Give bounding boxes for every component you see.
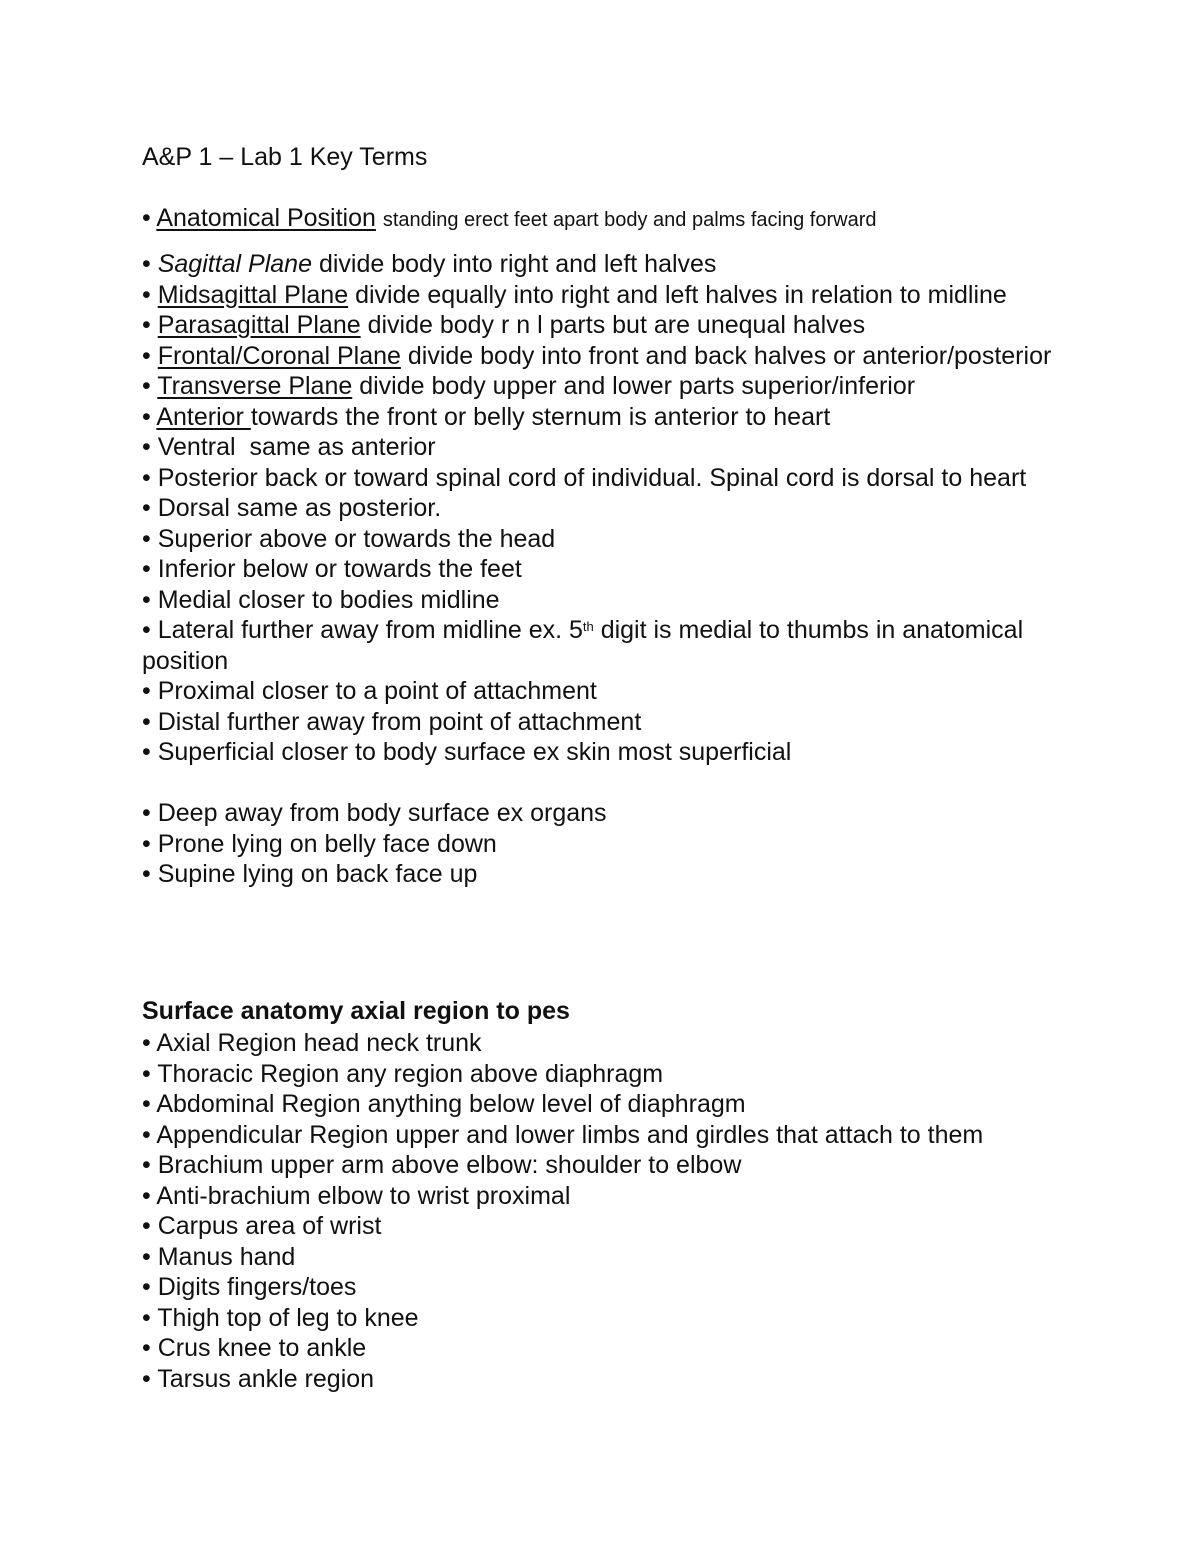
page-title: A&P 1 – Lab 1 Key Terms bbox=[142, 143, 428, 171]
definition: divide body r n l parts but are unequal halves bbox=[367, 311, 866, 339]
item-text: Brachium upper arm above elbow: shoulder to elbow bbox=[157, 1151, 742, 1179]
list-item: • Anti-brachium elbow to wrist proximal bbox=[142, 1181, 571, 1210]
list-item: • Frontal/Coronal Plane divide body into front and back halves or anterior/posterior bbox=[142, 341, 1052, 370]
list-item: • Abdominal Region anything below level of diaphragm bbox=[142, 1090, 746, 1118]
list-item: • Medial closer to bodies midline bbox=[142, 585, 500, 614]
item-text: Prone lying on belly face down bbox=[157, 829, 497, 858]
item-text: Medial closer to bodies midline bbox=[157, 585, 500, 614]
term: Sagittal Plane bbox=[157, 250, 312, 278]
item-text: Superficial closer to body surface ex skin most superficial bbox=[157, 738, 792, 766]
list-item: • Transverse Plane divide body upper and lower parts superior/inferior bbox=[142, 372, 916, 400]
item-text: Carpus area of wrist bbox=[157, 1212, 382, 1240]
list-item: • Crus knee to ankle bbox=[142, 1334, 367, 1362]
list-item: • Thigh top of leg to knee bbox=[142, 1303, 419, 1332]
list-item: • Superior above or towards the head bbox=[142, 524, 556, 553]
item-text: Dorsal same as posterior. bbox=[157, 494, 442, 522]
item-text: Appendicular Region upper and lower limbs and girdles that attach to them bbox=[156, 1120, 984, 1149]
term: Frontal/Coronal Plane bbox=[157, 341, 401, 370]
list-item: • Anterior towards the front or belly sternum is anterior to heart bbox=[142, 402, 831, 431]
list-item: • Brachium upper arm above elbow: shoulder to elbow bbox=[142, 1151, 742, 1179]
list-item: • Carpus area of wrist bbox=[142, 1212, 382, 1240]
list-item: • Deep away from body surface ex organs bbox=[142, 799, 607, 827]
item-text: Thigh top of leg to knee bbox=[157, 1303, 419, 1332]
key-terms-list bbox=[142, 249, 1062, 890]
item-text: Ventral same as anterior bbox=[157, 433, 436, 461]
item-text: Distal further away from point of attachment bbox=[157, 707, 642, 736]
list-item: • Appendicular Region upper and lower limbs and girdles that attach to them bbox=[142, 1120, 984, 1149]
list-item: • Dorsal same as posterior. bbox=[142, 494, 442, 522]
list-item: • Digits fingers/toes bbox=[142, 1273, 357, 1301]
item-text: Supine lying on back face up bbox=[157, 860, 478, 888]
definition: divide equally into right and left halves in relation to midline bbox=[355, 280, 1007, 309]
surface-anatomy-list bbox=[142, 1028, 1082, 1394]
list-item: • Tarsus ankle region bbox=[142, 1364, 375, 1393]
list-item: • Sagittal Plane divide body into right and left halves bbox=[142, 250, 717, 278]
list-item: • Supine lying on back face up bbox=[142, 860, 478, 888]
list-item: • Parasagittal Plane divide body r n l parts but are unequal halves bbox=[142, 311, 866, 339]
item-text: Axial Region head neck trunk bbox=[156, 1029, 482, 1057]
list-item: • Proximal closer to a point of attachment bbox=[142, 677, 597, 705]
definition: divide body into front and back halves or anterior/posterior bbox=[407, 341, 1052, 370]
list-item: • Midsagittal Plane divide equally into right and left halves in relation to midline bbox=[142, 280, 1007, 309]
list-item bbox=[142, 203, 876, 235]
list-item: • Thoracic Region any region above diaphragm bbox=[142, 1059, 664, 1088]
list-item: • Lateral further away from midline ex. 5th digit is medial to thumbs in anatomical position bbox=[142, 616, 1024, 675]
definition: towards the front or belly sternum is anterior to heart bbox=[250, 402, 831, 431]
bullet: • bbox=[142, 204, 151, 232]
list-item: • Axial Region head neck trunk bbox=[142, 1029, 482, 1057]
item-text: Manus hand bbox=[157, 1242, 296, 1271]
list-item: • Prone lying on belly face down bbox=[142, 829, 497, 858]
definition: divide body upper and lower parts superior/inferior bbox=[359, 372, 916, 400]
term: Midsagittal Plane bbox=[157, 280, 349, 309]
term: Anatomical Position bbox=[156, 204, 376, 232]
term: Transverse Plane bbox=[157, 372, 353, 400]
item-text: Lateral further away from midline ex. 5 bbox=[157, 616, 583, 644]
blank-line bbox=[142, 768, 1062, 799]
item-text: Proximal closer to a point of attachment bbox=[157, 677, 597, 705]
item-text: Inferior below or towards the feet bbox=[157, 555, 522, 583]
item-text: Deep away from body surface ex organs bbox=[157, 799, 607, 827]
item-text: Abdominal Region anything below level of diaphragm bbox=[156, 1090, 746, 1118]
superscript: th bbox=[582, 619, 594, 634]
definition: divide body into right and left halves bbox=[318, 250, 717, 278]
item-text: Posterior back or toward spinal cord of individual. Spinal cord is dorsal to heart bbox=[157, 463, 1027, 492]
item-text: Digits fingers/toes bbox=[157, 1273, 357, 1301]
list-item: • Inferior below or towards the feet bbox=[142, 555, 522, 583]
list-item: • Manus hand bbox=[142, 1242, 296, 1271]
list-item: • Superficial closer to body surface ex skin most superficial bbox=[142, 738, 792, 766]
list-item: • Posterior back or toward spinal cord of individual. Spinal cord is dorsal to heart bbox=[142, 463, 1027, 492]
list-item: • Ventral same as anterior bbox=[142, 433, 436, 461]
term: Anterior bbox=[156, 402, 251, 431]
item-text: Superior above or towards the head bbox=[157, 524, 556, 553]
definition: standing erect feet apart body and palms facing forward bbox=[382, 209, 877, 231]
item-text: Crus knee to ankle bbox=[157, 1334, 367, 1362]
list-item: • Distal further away from point of attachment bbox=[142, 707, 642, 736]
item-text: Thoracic Region any region above diaphragm bbox=[157, 1059, 664, 1088]
term: Parasagittal Plane bbox=[157, 311, 361, 339]
item-text: Anti-brachium elbow to wrist proximal bbox=[156, 1181, 571, 1210]
section-heading: Surface anatomy axial region to pes bbox=[142, 997, 570, 1025]
item-text: digit is medial to thumbs in anatomical position bbox=[142, 616, 1024, 675]
item-text: Tarsus ankle region bbox=[157, 1364, 375, 1393]
